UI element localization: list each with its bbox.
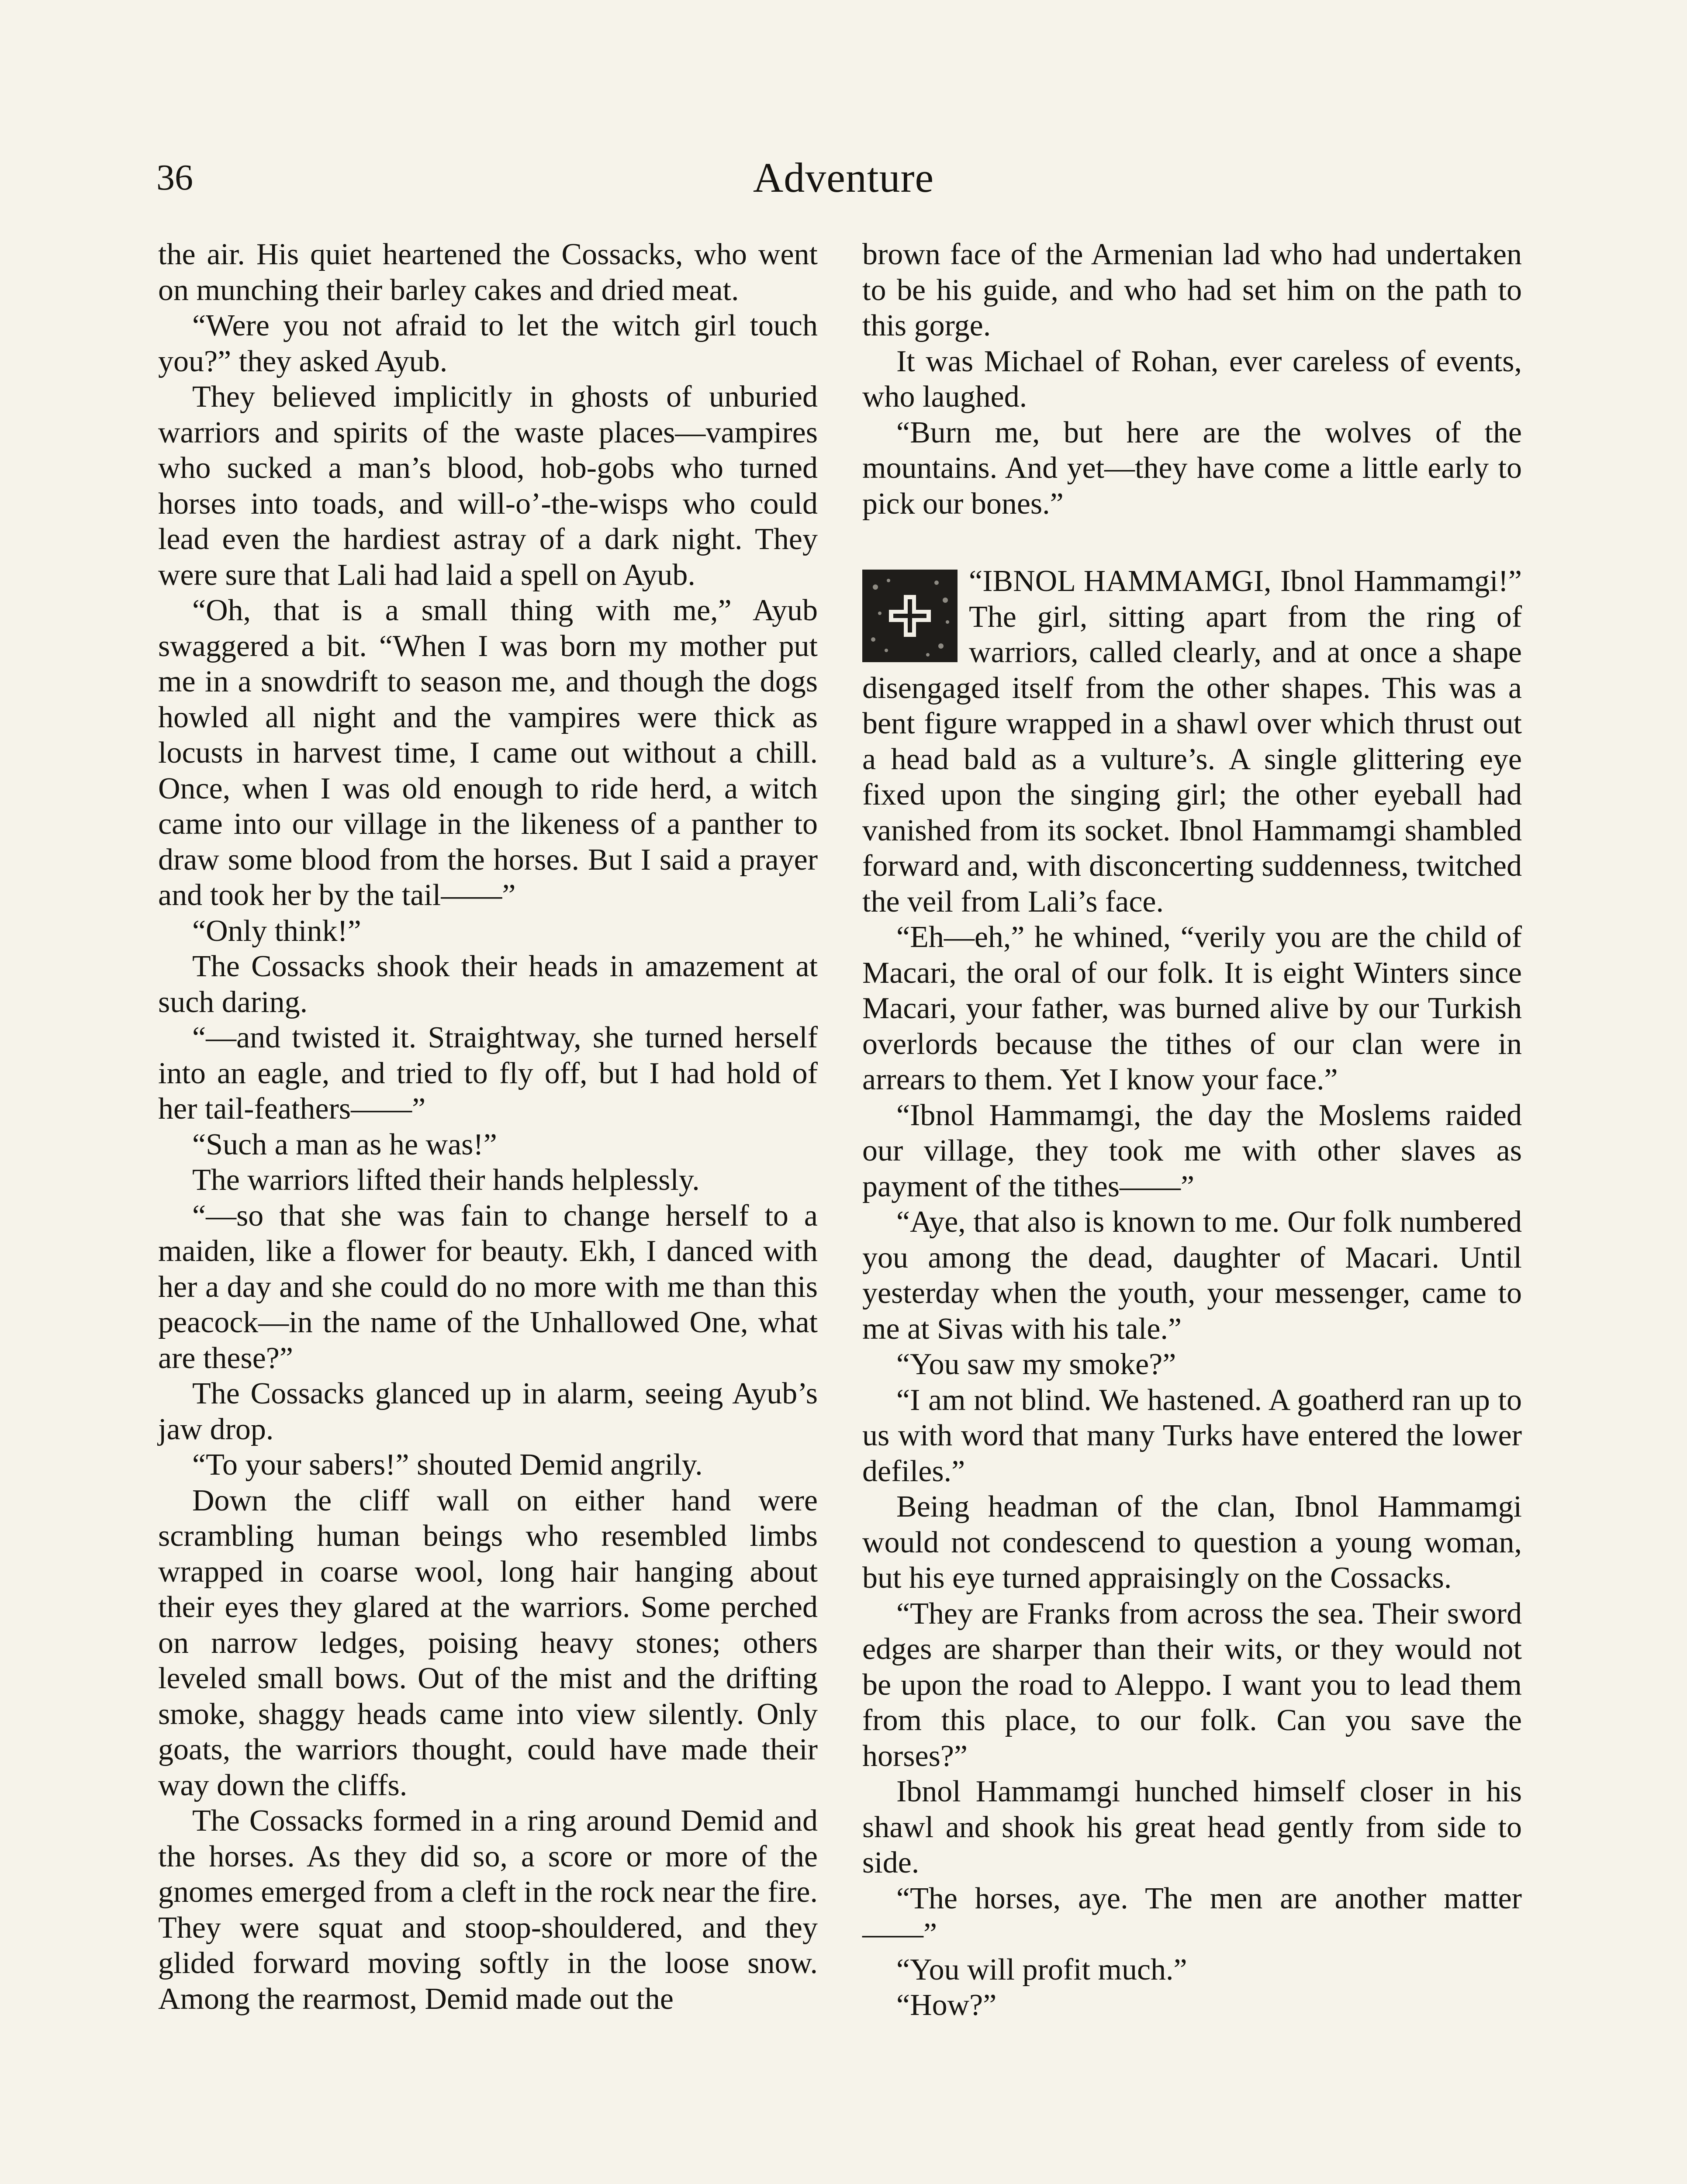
paragraph: “Burn me, but here are the wolves of the mountains. And yet—they have come a little early to pick our bones.” — [862, 415, 1522, 521]
paragraph: “Such a man as he was!” — [192, 1127, 497, 1161]
paragraph: Ibnol Hammamgi hunched himself closer in his shawl and shook his great head gently from side to side. — [862, 1775, 1522, 1880]
paragraph: Down the cliff wall on either hand were scrambling human beings who resembled limbs wrapped in coarse wool, long hair hanging about their eyes they glared at the warriors. Some perched on narrow ledges, poising heavy stones; others leveled small bows. Out of the mist and the drifting smoke, shaggy heads came into view silently. Only goats, the warriors thought, could have made their way down the cliffs. — [158, 1483, 818, 1802]
paragraph: “Eh—eh,” he whined, “verily you are the child of Macari, the oral of our folk. It is eight Winters since Macari, your father, was burned alive by our Turkish overlords because the tithes of our clan were in arrears to them. Yet I know your face.” — [862, 920, 1522, 1096]
paragraph: The Cossacks glanced up in alarm, seeing Ayub’s jaw drop. — [158, 1377, 818, 1446]
paragraph: “How?” — [896, 1988, 997, 2022]
paragraph: “Only think!” — [192, 914, 361, 948]
paragraph: It was Michael of Rohan, ever careless of events, who laughed. — [862, 344, 1522, 414]
running-title: Adventure — [753, 154, 934, 201]
paragraph: “You saw my smoke?” — [896, 1348, 1176, 1381]
page-number: 36 — [156, 157, 193, 198]
right-column — [862, 237, 1522, 2023]
paragraph: “The horses, aye. The men are another matter——” — [862, 1881, 1522, 1951]
paragraph: Being headman of the clan, Ibnol Hammamgi would not condescend to question a young woman, but his eye turned appraisingly on the Cossacks. — [862, 1490, 1522, 1595]
paragraph: They believed implicitly in ghosts of unburied warriors and spirits of the waste places—vampires who sucked a man’s blood, hob-gobs who turned horses into toads, and will-o’-the-wisps who could lead even the hardiest astray of a dark night. They were sure that Lali had laid a spell on Ayub. — [158, 380, 818, 592]
ornamented-paragraph — [862, 563, 1522, 919]
paragraph: “I am not blind. We hastened. A goatherd ran up to us with word that many Turks have entered the lower defiles.” — [862, 1383, 1522, 1488]
paragraph: “Were you not afraid to let the witch girl touch you?” they asked Ayub. — [158, 309, 818, 378]
left-column — [158, 237, 818, 2017]
paragraph: “Aye, that also is known to me. Our folk numbered you among the dead, daughter of Macari. Until yesterday when the youth, your messenger, came to me at Sivas with his tale.” — [862, 1205, 1522, 1346]
ornament-initial-icon — [862, 570, 958, 662]
paragraph: “Ibnol Hammamgi, the day the Moslems raided our village, they took me with other slaves as payment of the tithes——” — [862, 1098, 1522, 1203]
paragraph: The warriors lifted their hands helplessly. — [192, 1163, 700, 1197]
paragraph: “You will profit much.” — [896, 1952, 1187, 1987]
paragraph: the air. His quiet heartened the Cossacks, who went on munching their barley cakes and dried meat. — [158, 238, 818, 307]
paragraph: “—and twisted it. Straightway, she turned herself into an eagle, and tried to fly off, but I had hold of her tail-feathers——” — [158, 1021, 818, 1126]
paragraph: The Cossacks formed in a ring around Demid and the horses. As they did so, a score or more of the gnomes emerged from a cleft in the rock near the fire. They were squat and stoop-shouldered, and they glided forward moving softly in the loose snow. Among the rearmost, Demid made out the — [158, 1804, 818, 2016]
paragraph: The Cossacks shook their heads in amazement at such daring. — [158, 950, 818, 1019]
paragraph: “—so that she was fain to change herself to a maiden, like a flower for beauty. Ekh, I danced with her a day and she could do no more with me than this peacock—in the name of the Unhallowed One, what are these?” — [158, 1199, 818, 1375]
paragraph: brown face of the Armenian lad who had undertaken to be his guide, and who had set him on the path to this gorge. — [862, 238, 1522, 342]
paragraph: “They are Franks from across the sea. Their sword edges are sharper than their wits, or they would not be upon the road to Aleppo. I want you to lead them from this place, to our folk. Can you save the horses?” — [862, 1597, 1522, 1773]
paragraph: “Oh, that is a small thing with me,” Ayub swaggered a bit. “When I was born my mother put me in a snowdrift to season me, and though the dogs howled all night and the vampires were thick as locusts in harvest time, I came out without a chill. Once, when I was old enough to ride herd, a witch came into our village in the likeness of a panther to draw some blood from the horses. But I said a prayer and took her by the tail——” — [158, 594, 818, 912]
running-header — [0, 145, 1687, 211]
paragraph: “To your sabers!” shouted Demid angrily. — [192, 1448, 703, 1482]
ornament-paragraph-text: “IBNOL HAMMAMGI, Ibnol Hammamgi!” The girl, sitting apart from the ring of warriors, called clearly, and at once a shape disengaged itself from the other shapes. This was a bent figure wrapped in a shawl over which thrust out a head bald as a vulture’s. A single glittering eye fixed upon the singing girl; the other eyeball had vanished from its socket. Ibnol Hammamgi shambled forward and, with disconcerting suddenness, twitched the veil from Lali’s face. — [862, 564, 1522, 919]
